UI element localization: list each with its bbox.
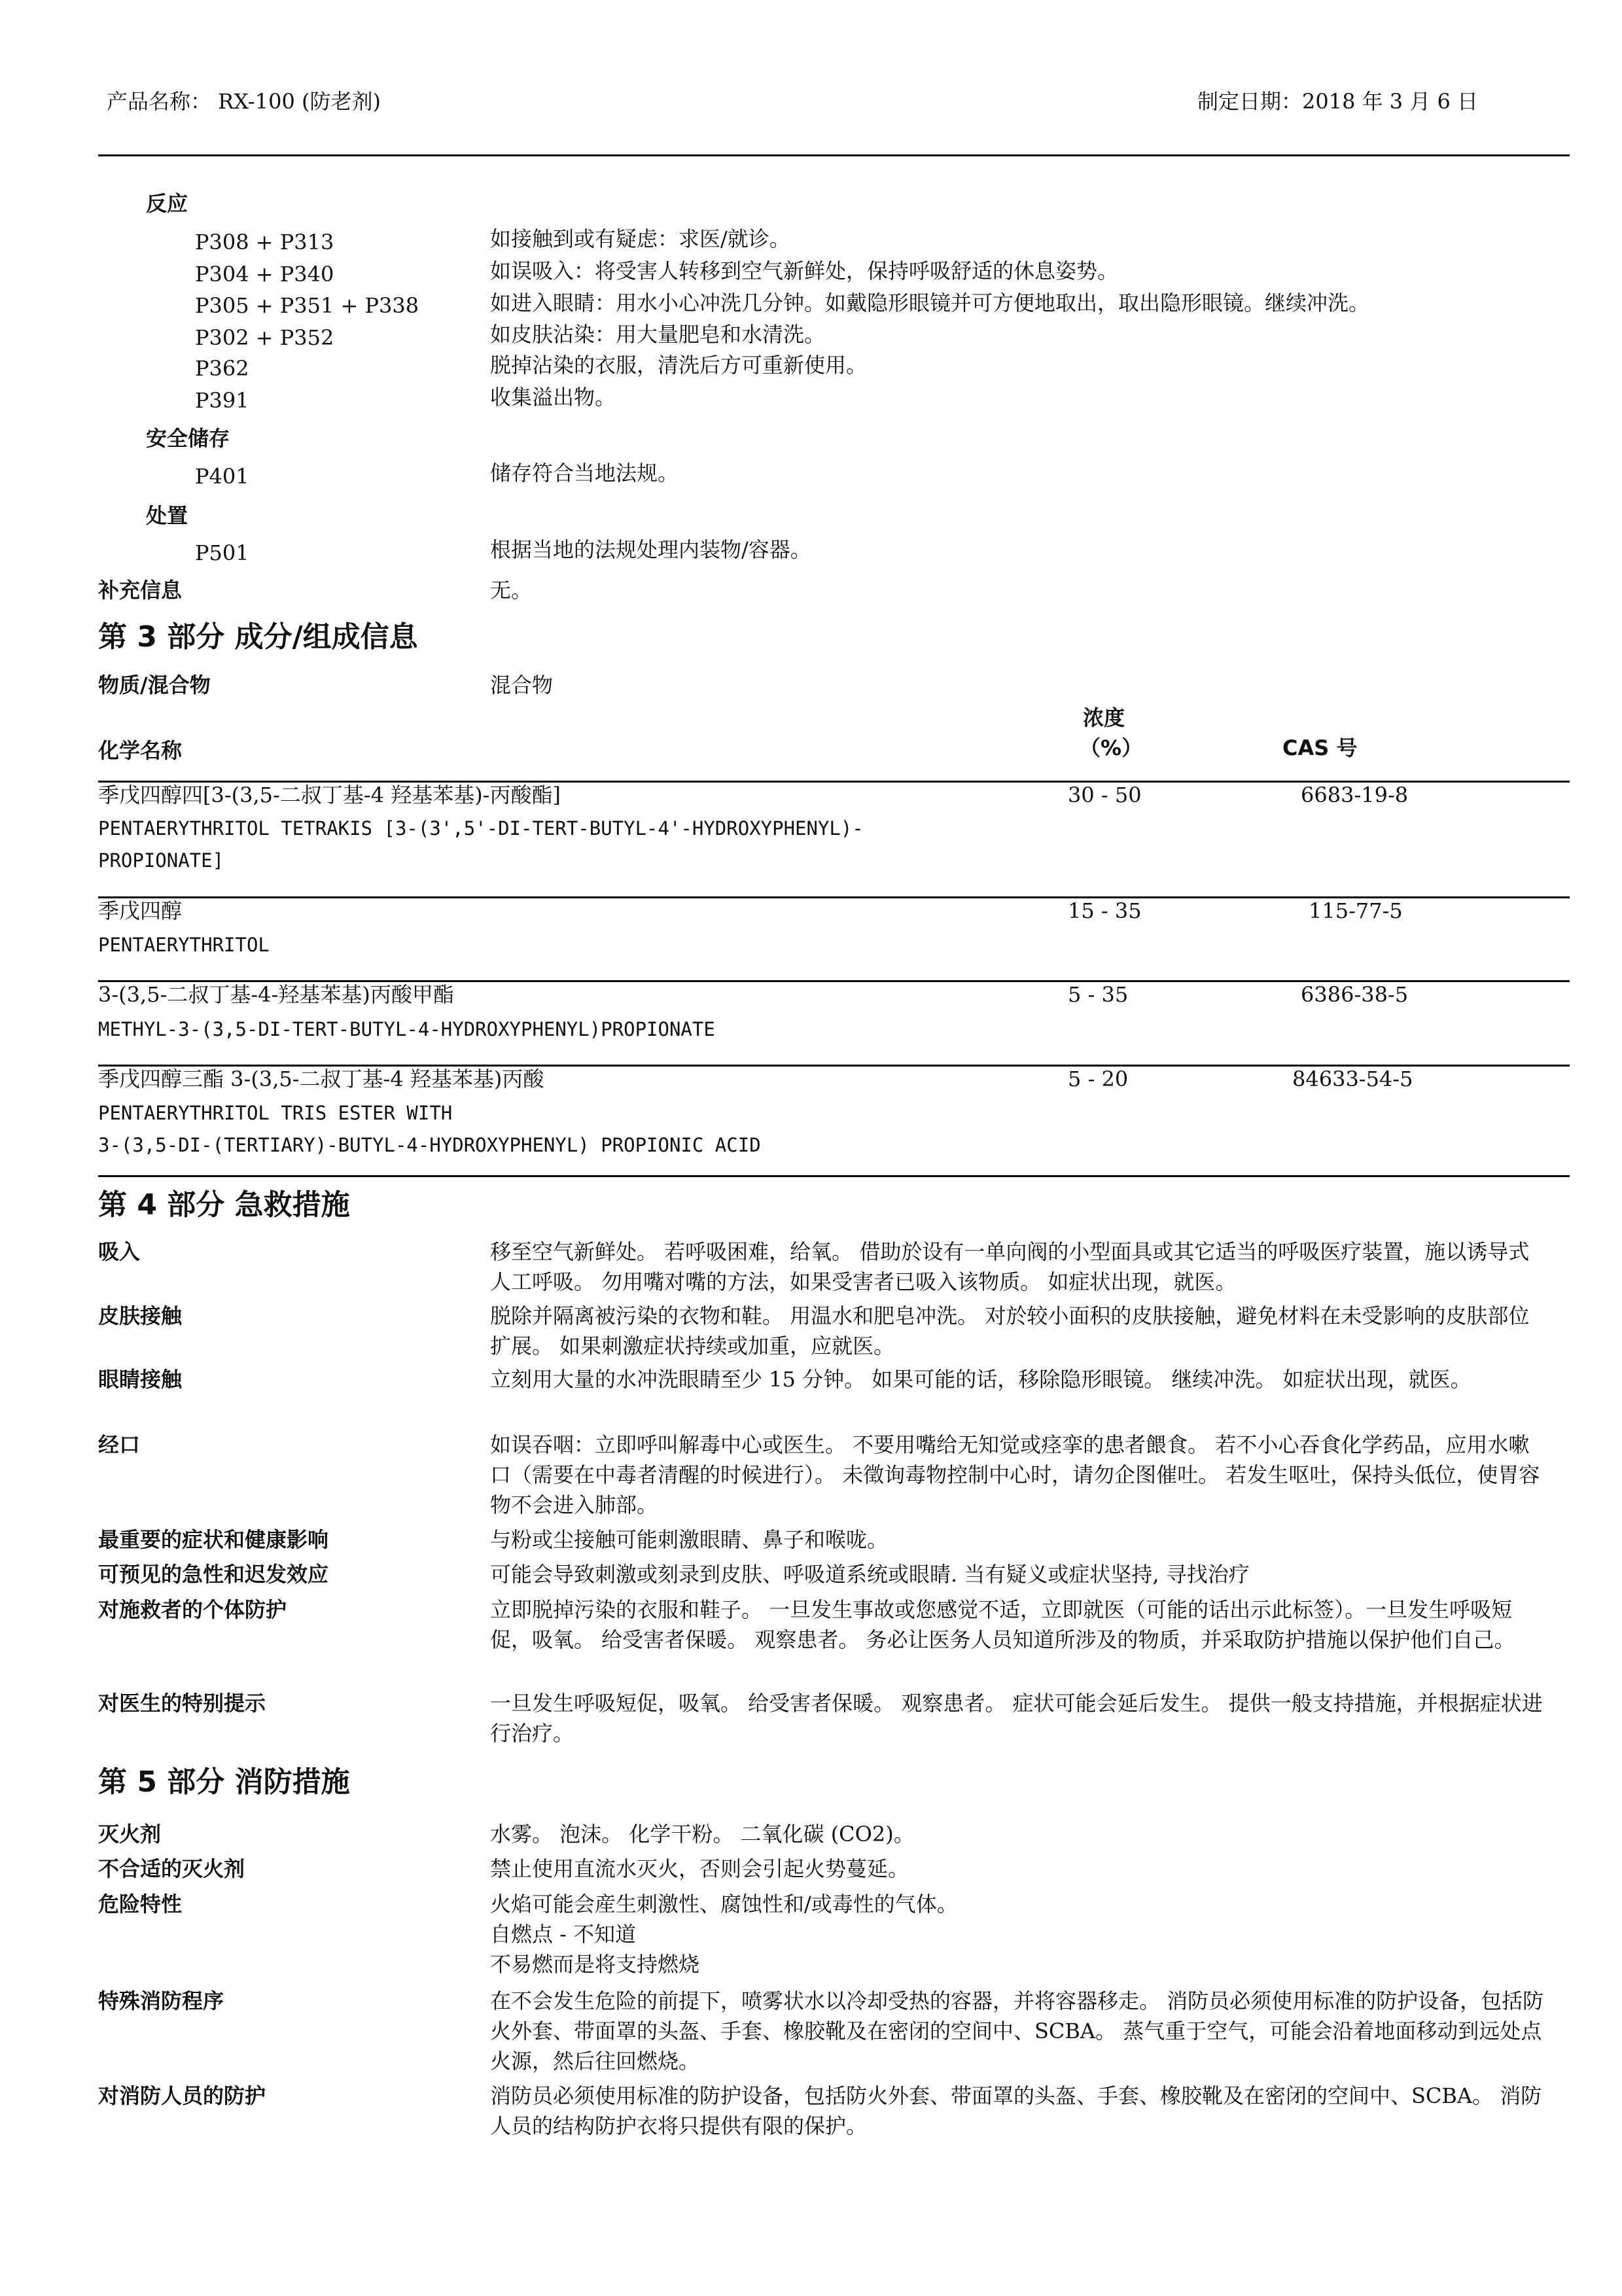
section-4-title: 第 4 部分 急救措施 bbox=[98, 1188, 350, 1222]
chemical-name-cn: 季戊四醇 bbox=[98, 898, 183, 923]
firefighting-text: 消防员必须使用标准的防护设备，包括防火外套、带面罩的头盔、手套、橡胶靴及在密闭的空间中、SCBA。 消防人员的结构防护衣将只提供有限的保护。 bbox=[490, 2083, 1542, 2138]
cas-number: 6386-38-5 bbox=[1301, 982, 1409, 1007]
statement-code: P308 + P313 bbox=[195, 230, 334, 255]
cas-number: 115-77-5 bbox=[1309, 898, 1403, 923]
chemical-name-cn: 季戊四醇四[3-(3,5-二叔丁基-4 羟基苯基)-丙酸酯] bbox=[98, 783, 561, 807]
chemical-name-en: PENTAERYTHRITOL bbox=[98, 934, 270, 956]
firefighting-text: 禁止使用直流水灭火，否则会引起火势蔓延。 bbox=[490, 1856, 909, 1881]
substance-value: 混合物 bbox=[490, 673, 554, 698]
storage-heading: 安全储存 bbox=[146, 426, 230, 451]
header-divider bbox=[98, 154, 1570, 156]
statement-code: P501 bbox=[195, 540, 249, 565]
first-aid-label: 可预见的急性和迟发效应 bbox=[98, 1562, 329, 1587]
firefighting-label: 不合适的灭火剂 bbox=[98, 1856, 245, 1881]
statement-code: P305 + P351 + P338 bbox=[195, 293, 419, 318]
first-aid-text: 脱除并隔离被污染的衣物和鞋。 用温水和肥皂冲洗。 对於较小面积的皮肤接触，避免材料在未受影响的皮肤部位扩展。 如果刺激症状持续或加重，应就医。 bbox=[490, 1303, 1530, 1358]
column-cas: CAS 号 bbox=[1282, 735, 1358, 760]
statement-code: P391 bbox=[195, 388, 249, 413]
chemical-name-en: PENTAERYTHRITOL TETRAKIS [3-(3',5'-DI-TERT-BUTYL-4'-HYDROXYPHENYL)- bbox=[98, 817, 864, 839]
supplemental-label: 补充信息 bbox=[98, 578, 183, 603]
first-aid-label: 最重要的症状和健康影响 bbox=[98, 1527, 329, 1552]
statement-text: 储存符合当地法规。 bbox=[490, 461, 679, 486]
first-aid-text: 立即脱掉污染的衣服和鞋子。 一旦发生事故或您感觉不适，立即就医（可能的话出示此标签）。一旦发生呼吸短促，吸氧。 给受害者保暖。 观察患者。 务必让医务人员知道所涉及的物质，并采取防护措施以保护他们自己。 bbox=[490, 1597, 1515, 1652]
first-aid-text: 立刻用大量的水冲洗眼睛至少 15 分钟。 如果可能的话，移除隐形眼镜。 继续冲洗。 如症状出现，就医。 bbox=[490, 1367, 1472, 1392]
section-3-title: 第 3 部分 成分/组成信息 bbox=[98, 620, 418, 654]
statement-text: 如误吸入：将受害人转移到空气新鲜处，保持呼吸舒适的休息姿势。 bbox=[490, 258, 1119, 283]
column-concentration-unit: （%） bbox=[1080, 735, 1143, 760]
concentration-range: 30 - 50 bbox=[1068, 783, 1142, 807]
cas-number: 84633-54-5 bbox=[1292, 1067, 1413, 1091]
chemical-name-cn: 3-(3,5-二叔丁基-4-羟基苯基)丙酸甲酯 bbox=[98, 982, 454, 1007]
firefighting-text: 不易燃而是将支持燃烧 bbox=[490, 1952, 700, 1977]
firefighting-label: 特殊消防程序 bbox=[98, 1988, 224, 2013]
firefighting-text: 在不会发生危险的前提下，喷雾状水以冷却受热的容器，并将容器移走。 消防员必须使用标准的防护设备，包括防火外套、带面罩的头盔、手套、橡胶靴及在密闭的空间中、SCBA。 蒸气重于空气，可能会沿着地面移动到远处点火源，然后往回燃烧。 bbox=[490, 1988, 1544, 2074]
column-concentration: 浓度 bbox=[1083, 705, 1125, 730]
firefighting-text: 火焰可能会産生刺激性、腐蚀性和/或毒性的气体。 bbox=[490, 1892, 958, 1916]
first-aid-text: 如误吞咽：立即呼叫解毒中心或医生。 不要用嘴给无知觉或痉挛的患者餵食。 若不小心吞食化学药品，应用水嗽口（需要在中毒者清醒的时候进行）。 未徵询毒物控制中心时，请勿企图催吐。 若发生呕吐，保持头低位，使胃容物不会进入肺部。 bbox=[490, 1432, 1540, 1517]
substance-label: 物质/混合物 bbox=[98, 673, 211, 698]
statement-text: 脱掉沾染的衣服，清洗后方可重新使用。 bbox=[490, 353, 868, 378]
response-heading: 反应 bbox=[146, 191, 188, 216]
issue-date-header: 制定日期：2018 年 3 月 6 日 bbox=[1197, 89, 1479, 114]
first-aid-label: 对施救者的个体防护 bbox=[98, 1597, 287, 1622]
supplemental-value: 无。 bbox=[490, 578, 533, 603]
first-aid-text: 可能会导致刺激或刻录到皮肤、呼吸道系统或眼睛. 当有疑义或症状坚持, 寻找治疗 bbox=[490, 1562, 1250, 1587]
first-aid-label: 眼睛接触 bbox=[98, 1367, 183, 1392]
statement-code: P302 + P352 bbox=[195, 325, 334, 350]
first-aid-text: 与粉或尘接触可能刺激眼睛、鼻子和喉咙。 bbox=[490, 1527, 889, 1552]
statement-text: 根据当地的法规处理内装物/容器。 bbox=[490, 537, 811, 562]
firefighting-text: 自燃点 - 不知道 bbox=[490, 1922, 637, 1947]
statement-code: P304 + P340 bbox=[195, 262, 334, 287]
statement-code: P401 bbox=[195, 464, 249, 489]
first-aid-label: 吸入 bbox=[98, 1239, 141, 1264]
statement-text: 收集溢出物。 bbox=[490, 385, 616, 410]
product-name-header: 产品名称： RX-100 (防老剂) bbox=[107, 89, 381, 114]
disposal-heading: 处置 bbox=[146, 503, 188, 528]
chemical-name-en: METHYL-3-(3,5-DI-TERT-BUTYL-4-HYDROXYPHENYL)PROPIONATE bbox=[98, 1018, 715, 1040]
first-aid-text: 移至空气新鲜处。 若呼吸困难，给氧。 借助於设有一单向阀的小型面具或其它适当的呼吸医疗装置，施以诱导式人工呼吸。 勿用嘴对嘴的方法，如果受害者已吸入该物质。 如症状出现，就医。 bbox=[490, 1239, 1530, 1294]
statement-text: 如皮肤沾染：用大量肥皂和水清洗。 bbox=[490, 322, 826, 347]
firefighting-text: 水雾。 泡沫。 化学干粉。 二氧化碳 (CO2)。 bbox=[490, 1822, 915, 1846]
concentration-range: 15 - 35 bbox=[1068, 898, 1142, 923]
chemical-name-en: PENTAERYTHRITOL TRIS ESTER WITH bbox=[98, 1102, 453, 1124]
firefighting-label: 灭火剂 bbox=[98, 1822, 162, 1846]
statement-code: P362 bbox=[195, 356, 249, 381]
chemical-name-cn: 季戊四醇三酯 3-(3,5-二叔丁基-4 羟基苯基)丙酸 bbox=[98, 1067, 544, 1091]
column-chemical-name: 化学名称 bbox=[98, 738, 183, 763]
firefighting-label: 对消防人员的防护 bbox=[98, 2083, 266, 2108]
first-aid-label: 皮肤接触 bbox=[98, 1303, 183, 1328]
concentration-range: 5 - 35 bbox=[1068, 982, 1129, 1007]
first-aid-label: 对医生的特别提示 bbox=[98, 1691, 266, 1716]
concentration-range: 5 - 20 bbox=[1068, 1067, 1129, 1091]
statement-text: 如接触到或有疑虑：求医/就诊。 bbox=[490, 226, 790, 251]
cas-number: 6683-19-8 bbox=[1301, 783, 1409, 807]
chemical-name-en-cont: 3-(3,5-DI-(TERTIARY)-BUTYL-4-HYDROXYPHENYL) PROPIONIC ACID bbox=[98, 1134, 761, 1156]
firefighting-label: 危险特性 bbox=[98, 1892, 183, 1916]
chemical-name-en-cont: PROPIONATE] bbox=[98, 849, 224, 872]
section-5-title: 第 5 部分 消防措施 bbox=[98, 1765, 350, 1799]
first-aid-label: 经口 bbox=[98, 1432, 141, 1457]
first-aid-text: 一旦发生呼吸短促，吸氧。 给受害者保暖。 观察患者。 症状可能会延后发生。 提供一般支持措施，并根据症状进行治疗。 bbox=[490, 1691, 1543, 1746]
table-bottom-border bbox=[98, 1175, 1570, 1177]
statement-text: 如进入眼睛：用水小心冲洗几分钟。如戴隐形眼镜并可方便地取出，取出隐形眼镜。继续冲洗。 bbox=[490, 291, 1370, 315]
